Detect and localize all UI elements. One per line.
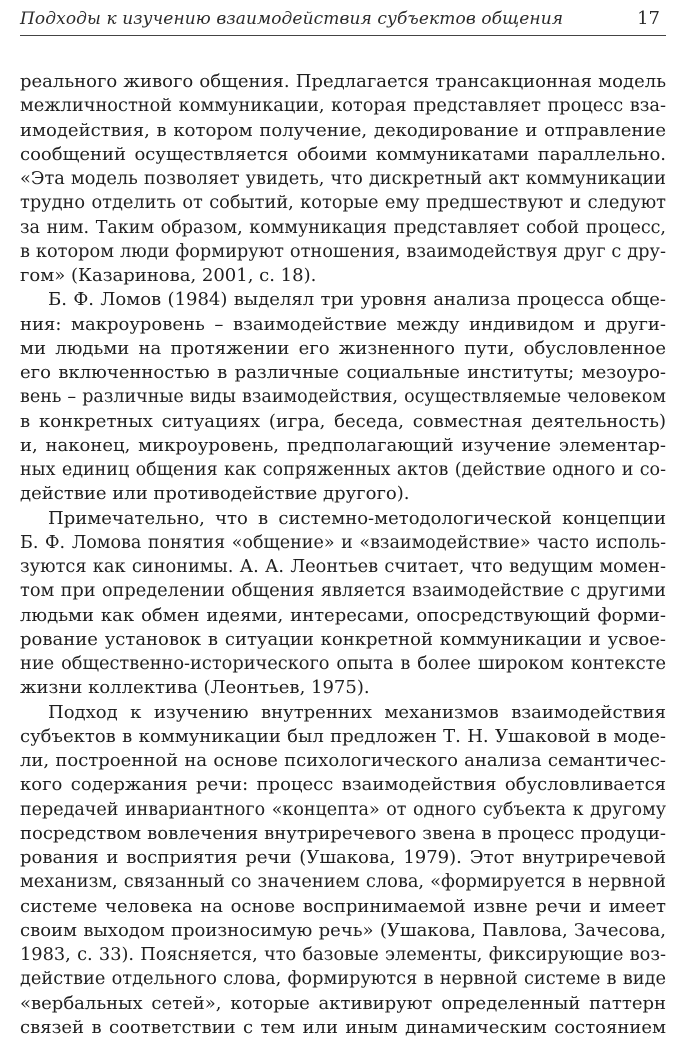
text-line: ние общественно-исторического опыта в более широком контексте — [20, 654, 666, 674]
text-line: том при определении общения является взаимодействие с другими — [20, 581, 666, 602]
text-line: в котором люди формируют отношения, взаимодействуя друг с дру- — [20, 241, 666, 262]
text-line: вень – различные виды взаимодействия, осуществляемые человеком — [20, 387, 666, 408]
text-line: посредством вовлечения внутриречевого звена в процесс продуци- — [20, 822, 666, 844]
text-line: связей в соответствии с тем или иным динамическим состоянием — [20, 1016, 666, 1038]
body-text — [20, 70, 666, 1055]
text-line: межличностной коммуникации, которая представляет процесс вза- — [20, 96, 666, 117]
text-line: Примечательно, что в системно-методологической концепции — [48, 507, 666, 529]
text-line: реального живого общения. Предлагается трансакционная модель — [20, 71, 666, 92]
text-line: Б. Ф. Ломова понятия «общение» и «взаимодействие» часто исполь- — [20, 532, 666, 553]
text-line: Б. Ф. Ломов (1984) выделял три уровня анализа процесса обще- — [48, 289, 666, 311]
text-line: действие отдельного слова, формируются в нервной системе в виде — [20, 969, 666, 990]
text-line: ных единиц общения как сопряженных актов (действие одного и со- — [20, 460, 666, 480]
text-line: «Эта модель позволяет увидеть, что дискретный акт коммуникации — [20, 169, 666, 189]
text-line: «вербальных сетей», которые активируют определенный паттерн — [20, 992, 666, 1014]
text-line: ния: макроуровень – взаимодействие между индивидом и други- — [20, 313, 666, 335]
text-line: людьми как обмен идеями, интересами, опосредствующий форми- — [20, 604, 666, 626]
text-line: субъектов в коммуникации был предложен Т. Н. Ушаковой в моде- — [20, 725, 666, 747]
text-line: Подход к изучению внутренних механизмов взаимодействия — [48, 701, 666, 723]
text-line: механизм, связанный со значением слова, «формируется в нервной — [20, 872, 666, 893]
text-line: своим выходом произносимую речь» (Ушакова, Павлова, Зачесова, — [20, 919, 666, 941]
text-line: и, наконец, микроуровень, предполагающий изучение элементар- — [20, 434, 666, 456]
text-line: кого содержания речи: процесс взаимодействия обусловливается — [20, 774, 666, 796]
text-line: 1983, с. 33). Поясняется, что базовые элементы, фиксирующие воз- — [20, 945, 666, 965]
text-line: трудно отделить от событий, которые ему предшествуют и следуют — [20, 193, 666, 214]
text-line: зуются как синонимы. А. А. Леонтьев считает, что ведущим момен- — [20, 557, 666, 577]
page-number: 17 — [637, 8, 660, 29]
text-line: в конкретных ситуациях (игра, беседа, совместная деятельность) — [20, 410, 666, 432]
text-line: за ним. Таким образом, коммуникация представляет собой процесс, — [20, 217, 666, 238]
text-line: рование установок в ситуации конкретной коммуникации и усвое- — [20, 628, 666, 650]
text-line: ми людьми на протяжении его жизненного пути, обусловленное — [20, 337, 666, 359]
text-line: жизни коллектива (Леонтьев, 1975). — [20, 677, 370, 699]
text-line: имодействия, в котором получение, декодирование и отправление — [20, 119, 666, 141]
text-line: сообщений осуществляется обоими коммуникатами параллельно. — [20, 143, 666, 165]
text-line: рования и восприятия речи (Ушакова, 1979). Этот внутриречевой — [20, 847, 666, 868]
text-line: передачей инвариантного «концепта» от одного субъекта к другому — [20, 799, 666, 820]
text-line: действие или противодействие другого). — [20, 483, 410, 505]
running-title: Подходы к изучению взаимодействия субъектов общения — [20, 9, 564, 29]
text-line: системе человека на основе воспринимаемой извне речи и имеет — [20, 895, 666, 917]
page-header — [20, 8, 666, 36]
text-line: гом» (Казаринова, 2001, с. 18). — [20, 265, 317, 286]
text-line: его включенностью в различные социальные институты; мезоуро- — [20, 362, 666, 383]
text-line: ли, построенной на основе психологического анализа семантичес- — [20, 750, 666, 771]
